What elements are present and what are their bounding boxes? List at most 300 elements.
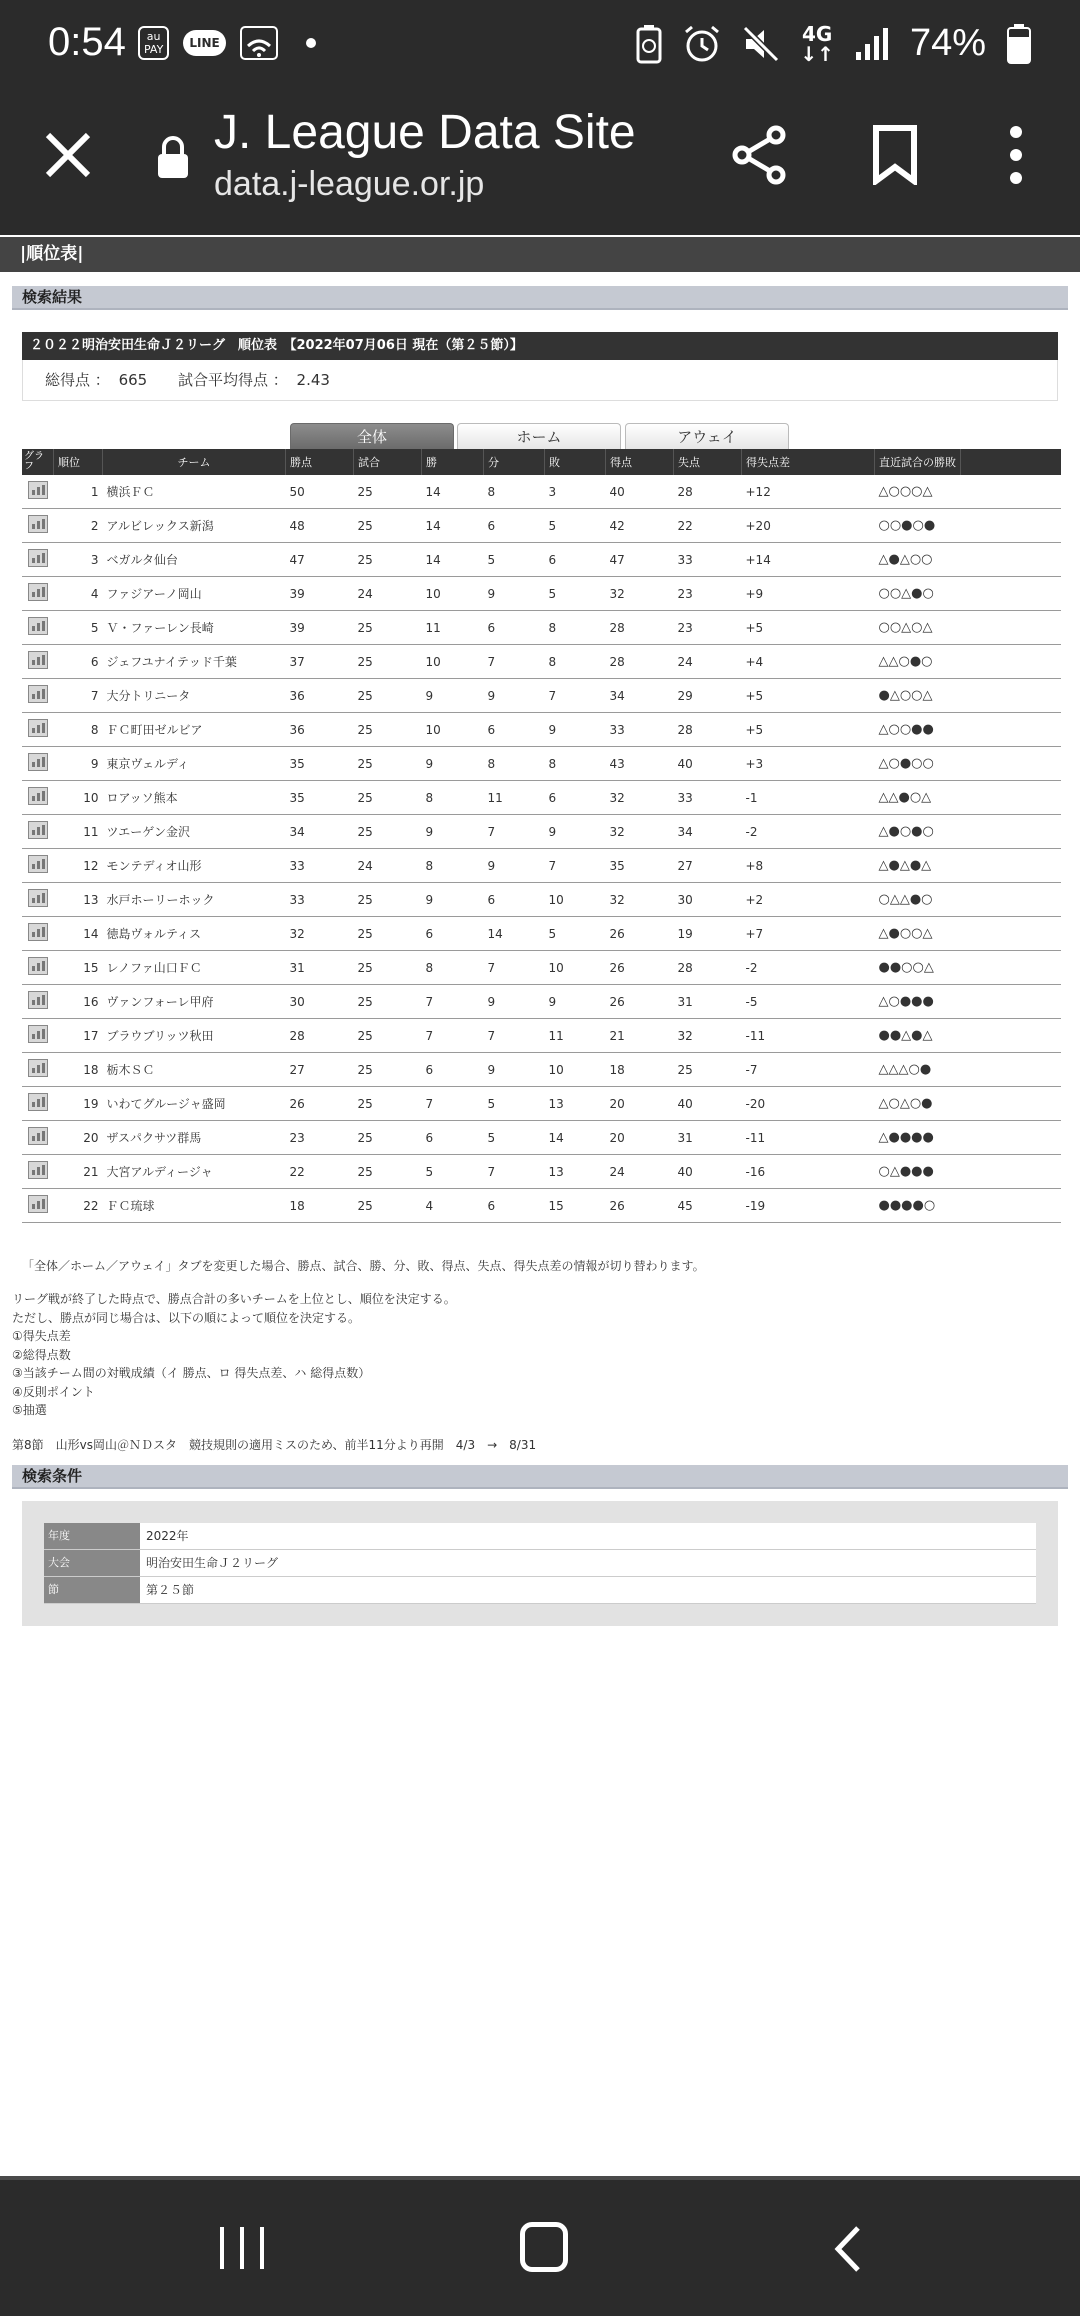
wins-cell: 14	[422, 543, 484, 577]
graph-cell	[22, 917, 54, 951]
table-row	[22, 985, 1061, 1019]
losses-cell: 3	[545, 475, 606, 509]
team-cell[interactable]: ベガルタ仙台	[103, 543, 286, 577]
table-row	[22, 1121, 1061, 1155]
losses-cell: 5	[545, 509, 606, 543]
spacer-cell	[961, 713, 1062, 747]
played-cell: 25	[354, 1087, 422, 1121]
played-cell: 25	[354, 1053, 422, 1087]
page-title-text: 順位表	[26, 244, 78, 264]
graph-cell	[22, 883, 54, 917]
rank-cell: 10	[54, 781, 103, 815]
site-url[interactable]: data.j-league.or.jp	[214, 165, 485, 203]
col-rank: 順位	[54, 449, 103, 475]
avg-goals-value: 2.43	[296, 371, 330, 389]
team-cell[interactable]: ＦＣ町田ゼルビア	[103, 713, 286, 747]
rank-cell: 6	[54, 645, 103, 679]
condition-label: 大会	[44, 1550, 140, 1576]
team-cell[interactable]: Ｖ・ファーレン長崎	[103, 611, 286, 645]
rank-cell: 8	[54, 713, 103, 747]
col-losses: 敗	[545, 449, 606, 475]
draws-cell: 5	[484, 1087, 545, 1121]
wins-cell: 10	[422, 645, 484, 679]
goals-for-cell: 42	[606, 509, 674, 543]
standings-title: ２０２２明治安田生命Ｊ２リーグ 順位表 【2022年07月06日 現在（第２５節）】	[22, 332, 1058, 360]
goals-for-cell: 18	[606, 1053, 674, 1087]
points-cell: 39	[286, 577, 354, 611]
goals-against-cell: 33	[674, 543, 742, 577]
draws-cell: 6	[484, 509, 545, 543]
ranking-rules	[12, 1290, 1080, 1420]
rank-cell: 21	[54, 1155, 103, 1189]
home-icon[interactable]	[520, 2222, 568, 2272]
recent-form-cell: ○○△○△	[875, 611, 961, 645]
lock-icon[interactable]	[156, 135, 190, 179]
more-options-icon[interactable]	[1004, 123, 1028, 187]
col-draws: 分	[484, 449, 545, 475]
goal-diff-cell: -1	[742, 781, 875, 815]
recent-form-cell: △○●○○	[875, 747, 961, 781]
draws-cell: 6	[484, 883, 545, 917]
draws-cell: 7	[484, 1155, 545, 1189]
graph-icon[interactable]	[28, 617, 48, 635]
spacer-cell	[961, 1053, 1062, 1087]
draws-cell: 11	[484, 781, 545, 815]
goal-diff-cell: -2	[742, 815, 875, 849]
recent-form-cell: △●○●○	[875, 815, 961, 849]
close-icon[interactable]	[42, 129, 94, 181]
spacer-cell	[961, 509, 1062, 543]
graph-cell	[22, 543, 54, 577]
col-graph: グラフ	[22, 449, 54, 475]
col-team: チーム	[103, 449, 286, 475]
recent-form-cell: ●●△●△	[875, 1019, 961, 1053]
played-cell: 25	[354, 713, 422, 747]
tab-home[interactable]: ホーム	[457, 423, 621, 449]
table-row	[22, 1019, 1061, 1053]
graph-icon[interactable]	[28, 549, 48, 567]
goals-against-cell: 40	[674, 1087, 742, 1121]
wins-cell: 10	[422, 577, 484, 611]
graph-cell	[22, 781, 54, 815]
notification-icons	[138, 26, 316, 60]
goals-for-cell: 32	[606, 781, 674, 815]
graph-icon[interactable]	[28, 957, 48, 975]
goals-against-cell: 28	[674, 475, 742, 509]
recent-apps-icon[interactable]	[218, 2225, 266, 2271]
rule-line: ただし、勝点が同じ場合は、以下の順によって順位を決定する。	[12, 1310, 361, 1325]
graph-icon[interactable]	[28, 1093, 48, 1111]
spacer-cell	[961, 985, 1062, 1019]
points-cell: 32	[286, 917, 354, 951]
played-cell: 25	[354, 679, 422, 713]
losses-cell: 7	[545, 679, 606, 713]
team-cell[interactable]: ロアッソ熊本	[103, 781, 286, 815]
points-cell: 23	[286, 1121, 354, 1155]
graph-icon[interactable]	[28, 855, 48, 873]
goals-against-cell: 34	[674, 815, 742, 849]
graph-icon[interactable]	[28, 685, 48, 703]
recent-form-cell: △○○●●	[875, 713, 961, 747]
draws-cell: 7	[484, 951, 545, 985]
tab-overall[interactable]: 全体	[290, 423, 454, 449]
points-cell: 50	[286, 475, 354, 509]
graph-cell	[22, 611, 54, 645]
rank-cell: 17	[54, 1019, 103, 1053]
rank-cell: 3	[54, 543, 103, 577]
recent-form-cell: ○△●●●	[875, 1155, 961, 1189]
losses-cell: 9	[545, 815, 606, 849]
graph-cell	[22, 1155, 54, 1189]
graph-cell	[22, 509, 54, 543]
spacer-cell	[961, 1155, 1062, 1189]
losses-cell: 6	[545, 781, 606, 815]
goal-diff-cell: -20	[742, 1087, 875, 1121]
wins-cell: 6	[422, 1053, 484, 1087]
goals-against-cell: 32	[674, 1019, 742, 1053]
col-wins: 勝	[422, 449, 484, 475]
wins-cell: 7	[422, 1087, 484, 1121]
goal-diff-cell: +5	[742, 713, 875, 747]
points-cell: 22	[286, 1155, 354, 1189]
points-cell: 34	[286, 815, 354, 849]
share-icon[interactable]	[730, 125, 790, 185]
draws-cell: 9	[484, 1053, 545, 1087]
played-cell: 25	[354, 883, 422, 917]
goals-against-cell: 22	[674, 509, 742, 543]
condition-row	[44, 1577, 1036, 1604]
spacer-cell	[961, 1189, 1062, 1223]
recent-form-cell: △○○○△	[875, 475, 961, 509]
graph-icon[interactable]	[28, 1025, 48, 1043]
table-row	[22, 781, 1061, 815]
goals-for-cell: 33	[606, 713, 674, 747]
search-results-header: 検索結果	[12, 286, 1068, 310]
table-row	[22, 645, 1061, 679]
col-goal-diff: 得失点差	[742, 449, 875, 475]
table-row	[22, 1053, 1061, 1087]
graph-icon[interactable]	[28, 583, 48, 601]
tab-note: 「全体／ホーム／アウェイ」タブを変更した場合、勝点、試合、勝、分、敗、得点、失点、得失点差の情報が切り替わります。	[22, 1259, 705, 1273]
graph-cell	[22, 679, 54, 713]
graph-icon[interactable]	[28, 515, 48, 533]
losses-cell: 13	[545, 1087, 606, 1121]
team-cell[interactable]: 横浜ＦＣ	[103, 475, 286, 509]
wins-cell: 9	[422, 883, 484, 917]
recent-form-cell: ○○△●○	[875, 577, 961, 611]
goal-diff-cell: +8	[742, 849, 875, 883]
recent-form-cell: △●△●△	[875, 849, 961, 883]
table-row	[22, 509, 1061, 543]
rank-cell: 11	[54, 815, 103, 849]
team-cell[interactable]: 栃木ＳＣ	[103, 1053, 286, 1087]
table-row	[22, 1087, 1061, 1121]
goals-against-cell: 29	[674, 679, 742, 713]
spacer-cell	[961, 747, 1062, 781]
spacer-cell	[961, 611, 1062, 645]
search-conditions-header: 検索条件	[12, 1465, 1068, 1489]
goal-diff-cell: -2	[742, 951, 875, 985]
team-cell[interactable]: いわてグルージャ盛岡	[103, 1087, 286, 1121]
draws-cell: 14	[484, 917, 545, 951]
spacer-cell	[961, 1087, 1062, 1121]
losses-cell: 8	[545, 645, 606, 679]
totals-summary	[22, 360, 1058, 401]
condition-row	[44, 1550, 1036, 1577]
goals-against-cell: 28	[674, 951, 742, 985]
team-cell[interactable]: ファジアーノ岡山	[103, 577, 286, 611]
wins-cell: 9	[422, 747, 484, 781]
draws-cell: 8	[484, 747, 545, 781]
table-header-row	[22, 449, 1061, 475]
table-row	[22, 747, 1061, 781]
spacer-cell	[961, 679, 1062, 713]
goal-diff-cell: +4	[742, 645, 875, 679]
graph-icon[interactable]	[28, 753, 48, 771]
losses-cell: 8	[545, 611, 606, 645]
goals-for-cell: 32	[606, 883, 674, 917]
status-time: 0:54	[48, 20, 126, 64]
spacer-cell	[961, 849, 1062, 883]
goals-for-cell: 47	[606, 543, 674, 577]
graph-cell	[22, 577, 54, 611]
goal-diff-cell: +3	[742, 747, 875, 781]
goal-diff-cell: -11	[742, 1121, 875, 1155]
graph-cell	[22, 849, 54, 883]
graph-icon[interactable]	[28, 787, 48, 805]
condition-value: 第２５節	[140, 1577, 1036, 1603]
table-row	[22, 849, 1061, 883]
condition-row	[44, 1523, 1036, 1550]
graph-icon[interactable]	[28, 1059, 48, 1077]
draws-cell: 7	[484, 815, 545, 849]
played-cell: 25	[354, 645, 422, 679]
spacer-cell	[961, 781, 1062, 815]
table-row	[22, 577, 1061, 611]
recent-form-cell: △●●●●	[875, 1121, 961, 1155]
goals-for-cell: 26	[606, 1189, 674, 1223]
goal-diff-cell: +2	[742, 883, 875, 917]
played-cell: 25	[354, 509, 422, 543]
goals-for-cell: 40	[606, 475, 674, 509]
condition-label: 年度	[44, 1523, 140, 1549]
team-cell[interactable]: ツエーゲン金沢	[103, 815, 286, 849]
graph-icon[interactable]	[28, 719, 48, 737]
draws-cell: 9	[484, 679, 545, 713]
recent-form-cell: △○●●●	[875, 985, 961, 1019]
wins-cell: 8	[422, 781, 484, 815]
condition-value: 2022年	[140, 1523, 1036, 1549]
team-cell[interactable]: レノファ山口ＦＣ	[103, 951, 286, 985]
graph-icon[interactable]	[28, 1127, 48, 1145]
rank-cell: 18	[54, 1053, 103, 1087]
goals-against-cell: 24	[674, 645, 742, 679]
draws-cell: 7	[484, 645, 545, 679]
system-navigation-bar	[0, 2180, 1080, 2316]
back-icon[interactable]	[828, 2224, 868, 2274]
recent-form-cell: ○○●○●	[875, 509, 961, 543]
wins-cell: 8	[422, 951, 484, 985]
wins-cell: 7	[422, 1019, 484, 1053]
rank-cell: 16	[54, 985, 103, 1019]
table-row	[22, 1155, 1061, 1189]
bookmark-icon[interactable]	[872, 125, 918, 185]
col-played: 試合	[354, 449, 422, 475]
col-points: 勝点	[286, 449, 354, 475]
recent-form-cell: △●△○○	[875, 543, 961, 577]
rule-line: ①得失点差	[12, 1329, 71, 1343]
rank-cell: 2	[54, 509, 103, 543]
standings-body	[22, 475, 1061, 1223]
table-row	[22, 611, 1061, 645]
recent-form-cell: △△●○△	[875, 781, 961, 815]
spacer-cell	[961, 577, 1062, 611]
draws-cell: 7	[484, 1019, 545, 1053]
graph-cell	[22, 1189, 54, 1223]
recent-form-cell: △●○○△	[875, 917, 961, 951]
graph-cell	[22, 1019, 54, 1053]
spacer-cell	[961, 1121, 1062, 1155]
graph-icon[interactable]	[28, 481, 48, 499]
rule-line: ②総得点数	[12, 1347, 71, 1362]
rank-cell: 19	[54, 1087, 103, 1121]
wins-cell: 11	[422, 611, 484, 645]
played-cell: 25	[354, 1189, 422, 1223]
points-cell: 47	[286, 543, 354, 577]
draws-cell: 9	[484, 849, 545, 883]
col-goals-for: 得点	[606, 449, 674, 475]
table-row	[22, 951, 1061, 985]
goals-against-cell: 19	[674, 917, 742, 951]
graph-icon[interactable]	[28, 889, 48, 907]
spacer-cell	[961, 1019, 1062, 1053]
wins-cell: 10	[422, 713, 484, 747]
played-cell: 25	[354, 1155, 422, 1189]
team-cell[interactable]: ザスパクサツ群馬	[103, 1121, 286, 1155]
graph-icon[interactable]	[28, 651, 48, 669]
wins-cell: 6	[422, 1121, 484, 1155]
losses-cell: 7	[545, 849, 606, 883]
goals-against-cell: 23	[674, 611, 742, 645]
points-cell: 36	[286, 713, 354, 747]
played-cell: 25	[354, 747, 422, 781]
standings-table	[22, 449, 1061, 1223]
rank-cell: 9	[54, 747, 103, 781]
table-row	[22, 713, 1061, 747]
avg-goals-label: 試合平均得点 ：	[177, 371, 288, 389]
wins-cell: 7	[422, 985, 484, 1019]
table-row	[22, 917, 1061, 951]
graph-icon[interactable]	[28, 991, 48, 1009]
table-row	[22, 883, 1061, 917]
played-cell: 25	[354, 1121, 422, 1155]
losses-cell: 10	[545, 883, 606, 917]
team-cell[interactable]: モンテディオ山形	[103, 849, 286, 883]
recent-form-cell: ○△△●○	[875, 883, 961, 917]
goal-diff-cell: -5	[742, 985, 875, 1019]
graph-icon[interactable]	[28, 821, 48, 839]
graph-cell	[22, 1087, 54, 1121]
points-cell: 36	[286, 679, 354, 713]
col-empty	[961, 449, 1062, 475]
team-cell[interactable]: 大宮アルディージャ	[103, 1155, 286, 1189]
graph-icon[interactable]	[28, 1161, 48, 1179]
spacer-cell	[961, 543, 1062, 577]
recent-form-cell: ●●●●○	[875, 1189, 961, 1223]
points-cell: 27	[286, 1053, 354, 1087]
goal-diff-cell: -19	[742, 1189, 875, 1223]
team-cell[interactable]: 徳島ヴォルティス	[103, 917, 286, 951]
goals-against-cell: 45	[674, 1189, 742, 1223]
points-cell: 26	[286, 1087, 354, 1121]
team-cell[interactable]: ＦＣ琉球	[103, 1189, 286, 1223]
rank-cell: 14	[54, 917, 103, 951]
goals-for-cell: 32	[606, 815, 674, 849]
col-recent-form: 直近試合の勝敗	[875, 449, 961, 475]
graph-cell	[22, 645, 54, 679]
losses-cell: 10	[545, 951, 606, 985]
schedule-change-note: 第8節 山形vs岡山＠ＮＤスタ 競技規則の適用ミスのため、前半11分より再開 4/3 → 8/31	[12, 1437, 537, 1452]
goals-for-cell: 20	[606, 1087, 674, 1121]
battery-icon	[1006, 23, 1032, 65]
rank-cell: 15	[54, 951, 103, 985]
played-cell: 24	[354, 577, 422, 611]
losses-cell: 11	[545, 1019, 606, 1053]
team-cell[interactable]: ジェフユナイテッド千葉	[103, 645, 286, 679]
team-cell[interactable]: ヴァンフォーレ甲府	[103, 985, 286, 1019]
site-title[interactable]: J. League Data Site	[214, 106, 636, 159]
team-cell[interactable]: アルビレックス新潟	[103, 509, 286, 543]
draws-cell: 5	[484, 543, 545, 577]
condition-value: 明治安田生命Ｊ２リーグ	[140, 1550, 1036, 1576]
losses-cell: 8	[545, 747, 606, 781]
tab-away[interactable]: アウェイ	[625, 423, 789, 449]
points-cell: 33	[286, 849, 354, 883]
goals-against-cell: 31	[674, 1121, 742, 1155]
goals-for-cell: 35	[606, 849, 674, 883]
points-cell: 35	[286, 781, 354, 815]
graph-icon[interactable]	[28, 923, 48, 941]
wifi-icon	[240, 26, 278, 60]
venue-tabs	[0, 423, 1080, 449]
total-goals-value: 665	[118, 371, 148, 389]
team-cell[interactable]: 大分トリニータ	[103, 679, 286, 713]
graph-icon[interactable]	[28, 1195, 48, 1213]
more-notifications-dot	[306, 38, 316, 48]
goal-diff-cell: -7	[742, 1053, 875, 1087]
goals-for-cell: 26	[606, 917, 674, 951]
goals-for-cell: 21	[606, 1019, 674, 1053]
spacer-cell	[961, 645, 1062, 679]
losses-cell: 14	[545, 1121, 606, 1155]
goals-for-cell: 20	[606, 1121, 674, 1155]
draws-cell: 9	[484, 985, 545, 1019]
team-cell[interactable]: 水戸ホーリーホック	[103, 883, 286, 917]
wins-cell: 14	[422, 475, 484, 509]
losses-cell: 13	[545, 1155, 606, 1189]
draws-cell: 6	[484, 1189, 545, 1223]
team-cell[interactable]: 東京ヴェルディ	[103, 747, 286, 781]
draws-cell: 9	[484, 577, 545, 611]
wins-cell: 6	[422, 917, 484, 951]
goals-for-cell: 32	[606, 577, 674, 611]
spacer-cell	[961, 917, 1062, 951]
status-bar	[0, 0, 1080, 95]
team-cell[interactable]: ブラウブリッツ秋田	[103, 1019, 286, 1053]
losses-cell: 5	[545, 917, 606, 951]
goals-for-cell: 26	[606, 985, 674, 1019]
played-cell: 25	[354, 543, 422, 577]
